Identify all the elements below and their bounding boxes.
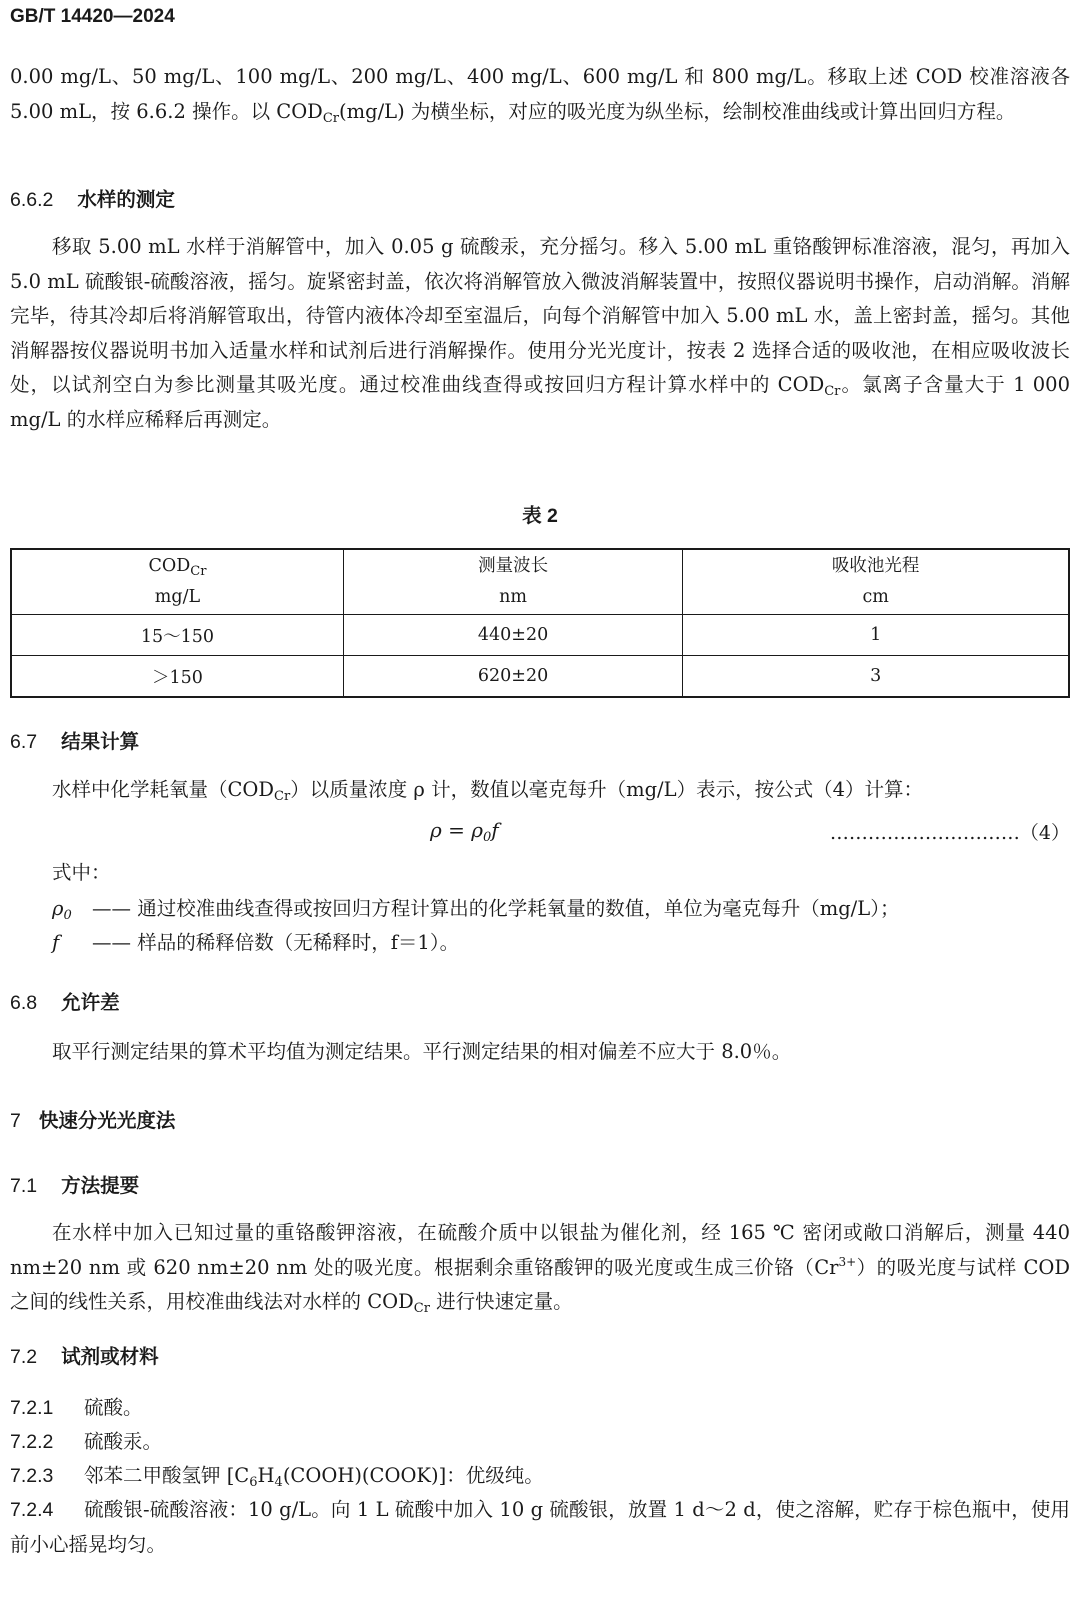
section-heading-7: 7 快速分光光度法	[10, 1110, 176, 1132]
table-cell: 620±20	[343, 656, 682, 698]
definition-rho0: $\rho_0$ —— 通过校准曲线查得或按回归方程计算出的化学耗氧量的数值，单位为毫克每升（mg/L）；	[52, 897, 900, 923]
section-heading-7-1: 7.1 方法提要	[10, 1175, 140, 1197]
list-item-7-2-4: 7.2.4 硫酸银-硫酸溶液：10 g/L。向 1 L 硫酸中加入 10 g 硫酸银，放置 1 d～2 d，使之溶解，贮存于棕色瓶中，使用前小心摇晃均匀。	[10, 1498, 1070, 1556]
method-summary-paragraph: 在水样中加入已知过量的重铬酸钾溶液，在硫酸介质中以银盐为催化剂，经 165 ℃ 密闭或敞口消解后，测量 440 nm±20 nm 或 620 nm±20 nm 处的吸光度。根据剩余重铬酸钾的吸光度或生成三价铬$(Cr^{3+})$的吸光度与试样 COD 之间的线性关系，用校准曲线法对水样的 $COD_{Cr}$ 进行快速定量。	[10, 1221, 1070, 1316]
table-cell: 440±20	[343, 615, 682, 656]
table-title: 表 2	[522, 505, 558, 527]
table-cell: 15～150	[11, 615, 343, 656]
table-cell: ＞150	[11, 656, 343, 698]
section-heading-6-6-2: 6.6.2 水样的测定	[10, 189, 175, 211]
table-2	[10, 548, 1070, 698]
table-cell: 1	[683, 615, 1069, 656]
where-label: 式中：	[52, 861, 111, 884]
list-item-7-2-1: 7.2.1 硫酸。	[10, 1396, 143, 1419]
table-header-wavelength: 测量波长 nm	[343, 549, 682, 615]
table-header-path-length: 吸收池光程 cm	[683, 549, 1069, 615]
water-sample-measurement-paragraph: 移取 5.00 mL 水样于消解管中，加入 0.05 g 硫酸汞，充分摇匀。移入 5.00 mL 重铬酸钾标准溶液，混匀，再加入 5.0 mL 硫酸银-硫酸溶液，摇匀。旋紧密封盖，依次将消解管放入微波消解装置中，按照仪器说明书操作，启动消解。消解完毕，待其冷却后将消解管取出，待管内液体冷却至室温后，向每个消解管中加入 5.00 mL 水，盖上密封盖，摇匀。其他消解器按仪器说明书加入适量水样和试剂后进行消解操作。使用分光光度计，按表 2 选择合适的吸收池，在相应吸收波长处，以试剂空白为参比测量其吸光度。通过校准曲线查得或按回归方程计算水样中的 $COD_{Cr}$。氯离子含量大于 1 000 mg/L 的水样应稀释后再测定。	[10, 235, 1070, 431]
result-calculation-paragraph: 水样中化学耗氧量$(COD_{Cr})$以质量浓度 ρ 计，数值以毫克每升（mg/L）表示，按公式（4）计算：	[52, 778, 923, 804]
table-header-cod: $COD_{Cr}$ mg/L	[11, 549, 343, 615]
table-row	[11, 615, 1069, 656]
section-heading-7-2: 7.2 试剂或材料	[10, 1346, 159, 1368]
table-header-row	[11, 549, 1069, 615]
table-row	[11, 656, 1069, 698]
section-heading-6-8: 6.8 允许差	[10, 992, 120, 1014]
table-cell: 3	[683, 656, 1069, 698]
formula-4: $\rho = \rho_0f$	[430, 818, 499, 845]
definition-f: f —— 样品的稀释倍数（无稀释时，f＝1）。	[52, 931, 460, 954]
tolerance-paragraph: 取平行测定结果的算术平均值为测定结果。平行测定结果的相对偏差不应大于 8.0％。	[52, 1040, 792, 1063]
list-item-7-2-3: 7.2.3 邻苯二甲酸氢钾 $[C_6H_4(COOH)(COOK)]$：优级纯。	[10, 1464, 544, 1490]
formula-number: …………………………（4）	[829, 822, 1070, 844]
section-heading-6-7: 6.7 结果计算	[10, 731, 140, 753]
standard-code: GB/T 14420—2024	[10, 6, 175, 27]
intro-paragraph: 0.00 mg/L、50 mg/L、100 mg/L、200 mg/L、400 mg/L、600 mg/L 和 800 mg/L。移取上述 COD 校准溶液各 5.00 mL，按 6.6.2 操作。以 $COD_{Cr}(mg/L)$ 为横坐标，对应的吸光度为纵坐标，绘制校准曲线或计算出回归方程。	[10, 65, 1070, 126]
list-item-7-2-2: 7.2.2 硫酸汞。	[10, 1430, 163, 1453]
